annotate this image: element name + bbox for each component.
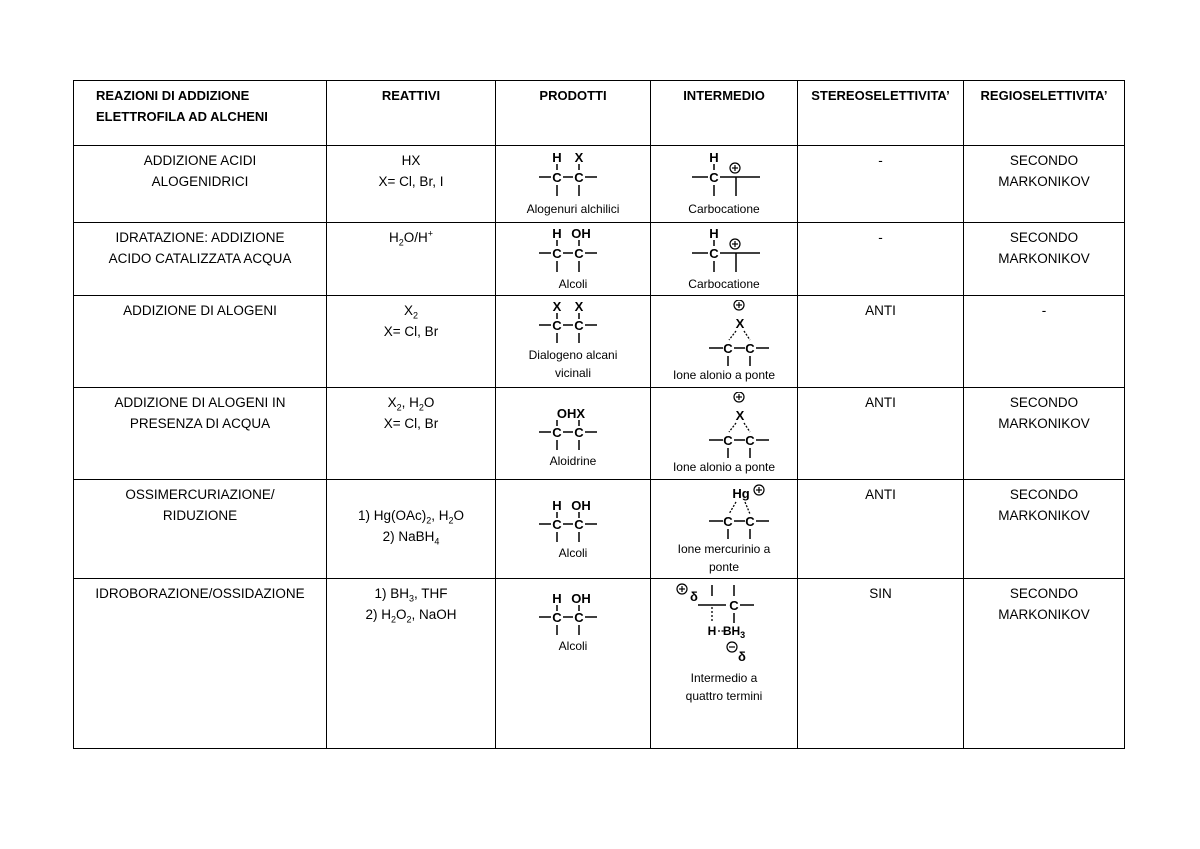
- product-caption: Dialogeno alcani vicinali: [528, 348, 618, 380]
- svg-text:OH: OH: [571, 498, 591, 513]
- reaction-cell: IDROBORAZIONE/OSSIDAZIONE: [74, 579, 327, 749]
- table-row: [74, 223, 1125, 296]
- product-caption: Alcoli: [558, 639, 588, 653]
- product-cell: [496, 296, 651, 388]
- product-structure: [533, 227, 613, 275]
- stereo-cell: ANTI: [798, 480, 964, 579]
- regio-cell: -: [964, 296, 1125, 388]
- stereo-cell: -: [798, 146, 964, 223]
- table-row: [74, 388, 1125, 480]
- svg-text:C: C: [552, 425, 562, 440]
- svg-text:H: H: [552, 150, 562, 165]
- intermediate-caption: Carbocatione: [688, 202, 760, 216]
- intermediate-caption: Ione mercurinio a ponte: [677, 542, 771, 574]
- svg-text:H: H: [709, 227, 719, 241]
- header-intermediate: INTERMEDIO: [651, 81, 798, 146]
- svg-text:C: C: [552, 318, 562, 333]
- svg-text:H: H: [707, 624, 717, 638]
- svg-text:H: H: [552, 498, 562, 513]
- svg-text:C: C: [745, 433, 755, 448]
- reaction-cell: IDRATAZIONE: ADDIZIONE ACIDO CATALIZZATA ACQUA: [74, 223, 327, 296]
- svg-text:C: C: [552, 517, 562, 532]
- product-structure: [533, 150, 613, 200]
- stereo-cell: SIN: [798, 579, 964, 749]
- mercurinium-bridge-structure: [679, 484, 769, 540]
- svg-text:OHX: OHX: [556, 406, 586, 421]
- svg-text:H: H: [552, 227, 562, 241]
- intermediate-cell: [651, 296, 798, 388]
- svg-text:C: C: [574, 170, 584, 185]
- svg-text:X: X: [735, 316, 745, 331]
- svg-text:C: C: [729, 598, 739, 613]
- reaction-cell: ADDIZIONE DI ALOGENI: [74, 296, 327, 388]
- table-row: [74, 146, 1125, 223]
- svg-text:C: C: [723, 341, 733, 356]
- svg-text:C: C: [574, 517, 584, 532]
- intermediate-caption: Ione alonio a ponte: [672, 368, 776, 382]
- svg-text:C: C: [709, 246, 719, 261]
- intermediate-caption: Carbocatione: [688, 277, 760, 291]
- product-cell: [496, 388, 651, 480]
- reaction-cell: ADDIZIONE DI ALOGENI IN PRESENZA DI ACQUA: [74, 388, 327, 480]
- svg-text:H: H: [552, 591, 562, 606]
- header-reaction: REAZIONI DI ADDIZIONE ELETTROFILA AD ALCHENI: [74, 81, 327, 146]
- reagents-cell: HX X= Cl, Br, I: [327, 146, 496, 223]
- reaction-cell: OSSIMERCURIAZIONE/ RIDUZIONE: [74, 480, 327, 579]
- product-structure: [533, 300, 613, 346]
- reagents-cell: 1) $Hg(OAc)_2$, $H_2O$ 2) NaBH$_4$: [327, 480, 496, 579]
- product-structure: [533, 583, 613, 637]
- table-row: [74, 579, 1125, 749]
- svg-text:C: C: [574, 425, 584, 440]
- intermediate-cell: [651, 146, 798, 223]
- intermediate-cell: [651, 388, 798, 480]
- product-structure: [533, 392, 613, 452]
- svg-text:C: C: [574, 318, 584, 333]
- halonium-bridge-structure: [679, 392, 769, 458]
- product-caption: Aloidrine: [549, 454, 597, 468]
- reagents-cell: $H_2O/H^+$: [327, 223, 496, 296]
- svg-text:C: C: [723, 433, 733, 448]
- carbocation-structure: [684, 227, 764, 275]
- product-cell: [496, 223, 651, 296]
- svg-text:C: C: [552, 170, 562, 185]
- reagents-cell: 1) $BH_3$, THF 2) $H_2O_2$, NaOH: [327, 579, 496, 749]
- product-structure: [533, 484, 613, 544]
- reaction-cell: ADDIZIONE ACIDI ALOGENIDRICI: [74, 146, 327, 223]
- svg-text:C: C: [552, 610, 562, 625]
- svg-text:C: C: [745, 514, 755, 529]
- svg-text:C: C: [745, 341, 755, 356]
- svg-text:δ: δ: [738, 649, 746, 664]
- svg-text:OH: OH: [571, 591, 591, 606]
- svg-text:X: X: [735, 408, 745, 423]
- svg-text:X: X: [574, 150, 584, 165]
- table-row: [74, 480, 1125, 579]
- header-stereo: STEREOSELETTIVITA’: [798, 81, 964, 146]
- reagents-cell: $X_2$, $H_2O$ X= Cl, Br: [327, 388, 496, 480]
- product-cell: [496, 579, 651, 749]
- regio-cell: SECONDO MARKONIKOV: [964, 146, 1125, 223]
- regio-cell: SECONDO MARKONIKOV: [964, 480, 1125, 579]
- product-caption: Alogenuri alchilici: [526, 202, 620, 216]
- product-cell: [496, 480, 651, 579]
- halonium-bridge-structure: [679, 300, 769, 366]
- regio-cell: SECONDO MARKONIKOV: [964, 388, 1125, 480]
- regio-cell: SECONDO MARKONIKOV: [964, 223, 1125, 296]
- reactions-table: [73, 80, 1125, 749]
- svg-text:C: C: [552, 246, 562, 261]
- intermediate-cell: [651, 480, 798, 579]
- svg-text:X: X: [574, 300, 584, 314]
- svg-text:C: C: [574, 246, 584, 261]
- intermediate-cell: [651, 579, 798, 749]
- svg-text:BH3: $BH_3$: [722, 624, 746, 640]
- table-row: [74, 296, 1125, 388]
- header-products: PRODOTTI: [496, 81, 651, 146]
- intermediate-caption: Intermedio a quattro termini: [685, 671, 763, 703]
- svg-text:Hg: Hg: [732, 486, 750, 501]
- intermediate-cell: [651, 223, 798, 296]
- header-regio: REGIOSELETTIVITA’: [964, 81, 1125, 146]
- header-row: [74, 81, 1125, 146]
- product-cell: [496, 146, 651, 223]
- svg-text:C: C: [723, 514, 733, 529]
- svg-text:OH: OH: [571, 227, 591, 241]
- stereo-cell: -: [798, 223, 964, 296]
- svg-text:H: H: [709, 150, 719, 165]
- stereo-cell: ANTI: [798, 296, 964, 388]
- svg-text:δ: δ: [690, 589, 698, 604]
- svg-text:C: C: [574, 610, 584, 625]
- header-reagents: REATTIVI: [327, 81, 496, 146]
- stereo-cell: ANTI: [798, 388, 964, 480]
- product-caption: Alcoli: [558, 277, 588, 291]
- regio-cell: SECONDO MARKONIKOV: [964, 579, 1125, 749]
- four-center-intermediate-structure: [674, 583, 774, 669]
- product-caption: Alcoli: [558, 546, 588, 560]
- svg-text:C: C: [709, 170, 719, 185]
- svg-text:X: X: [552, 300, 562, 314]
- intermediate-caption: Ione alonio a ponte: [672, 460, 776, 474]
- carbocation-structure: [684, 150, 764, 200]
- reagents-cell: $X_2$ X= Cl, Br: [327, 296, 496, 388]
